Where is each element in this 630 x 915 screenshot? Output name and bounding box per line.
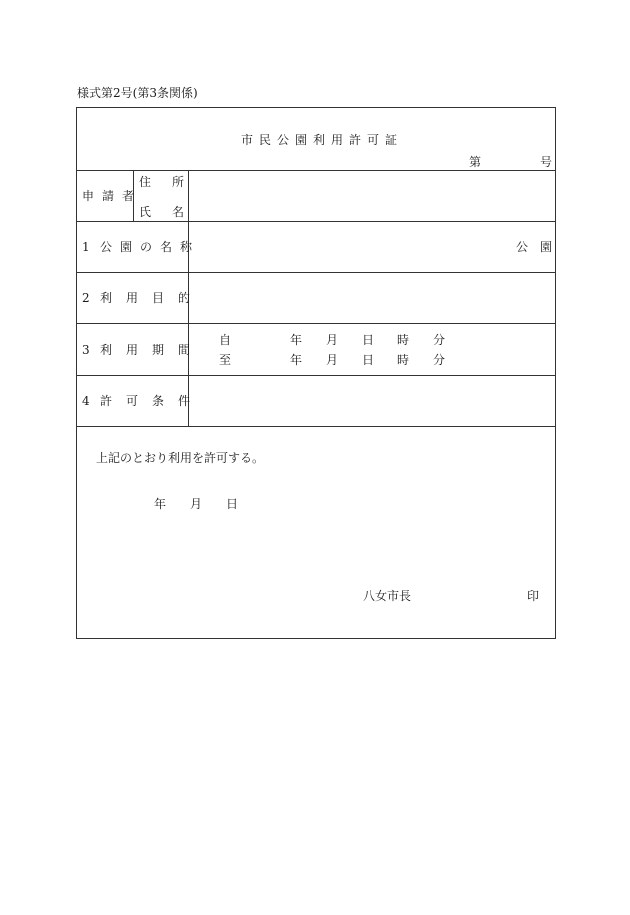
name-label-2: 名 (172, 205, 185, 219)
number-dai: 第 (469, 155, 482, 169)
period-from-year: 年 (290, 333, 303, 347)
period-to: 至 (219, 353, 232, 367)
permit-statement: 上記のとおり利用を許可する。 (96, 451, 265, 465)
row1-suffix: 公 園 (516, 240, 553, 254)
rule-row2-bottom (76, 323, 556, 324)
period-from-month: 月 (326, 333, 339, 347)
address-label-1: 住 (139, 175, 152, 189)
row3-number: 3 (82, 343, 90, 357)
applicant-label: 申請者 (82, 189, 143, 203)
row4-number: 4 (82, 394, 90, 408)
name-label-1: 氏 (139, 205, 152, 219)
date-day: 日 (226, 497, 239, 511)
period-to-hour: 時 (397, 353, 410, 367)
row4-label: 許可条件 (100, 394, 205, 408)
address-label-2: 所 (172, 175, 185, 189)
seal-mark: 印 (527, 589, 540, 603)
row2-label: 利用目的 (100, 291, 205, 305)
rule-title-bottom (76, 170, 556, 171)
rule-row3-bottom (76, 375, 556, 376)
row1-label: 公園の名称 (100, 240, 201, 254)
period-from: 自 (219, 333, 232, 347)
issuer: 八女市長 (363, 589, 412, 603)
row3-label: 利用期間 (100, 343, 205, 357)
rule-row1-bottom (76, 272, 556, 273)
period-to-minute: 分 (433, 353, 446, 367)
period-from-minute: 分 (433, 333, 446, 347)
date-year: 年 (154, 497, 167, 511)
period-to-day: 日 (362, 353, 375, 367)
form-number: 様式第2号(第3条関係) (77, 86, 198, 100)
row1-number: 1 (82, 240, 90, 254)
period-to-year: 年 (290, 353, 303, 367)
number-go: 号 (540, 155, 553, 169)
rule-row4-bottom (76, 426, 556, 427)
period-from-day: 日 (362, 333, 375, 347)
page-title: 市民公園利用許可証 (241, 133, 404, 147)
rule-applicant-bottom (76, 221, 556, 222)
row2-number: 2 (82, 291, 90, 305)
date-month: 月 (190, 497, 203, 511)
period-to-month: 月 (326, 353, 339, 367)
period-from-hour: 時 (397, 333, 410, 347)
